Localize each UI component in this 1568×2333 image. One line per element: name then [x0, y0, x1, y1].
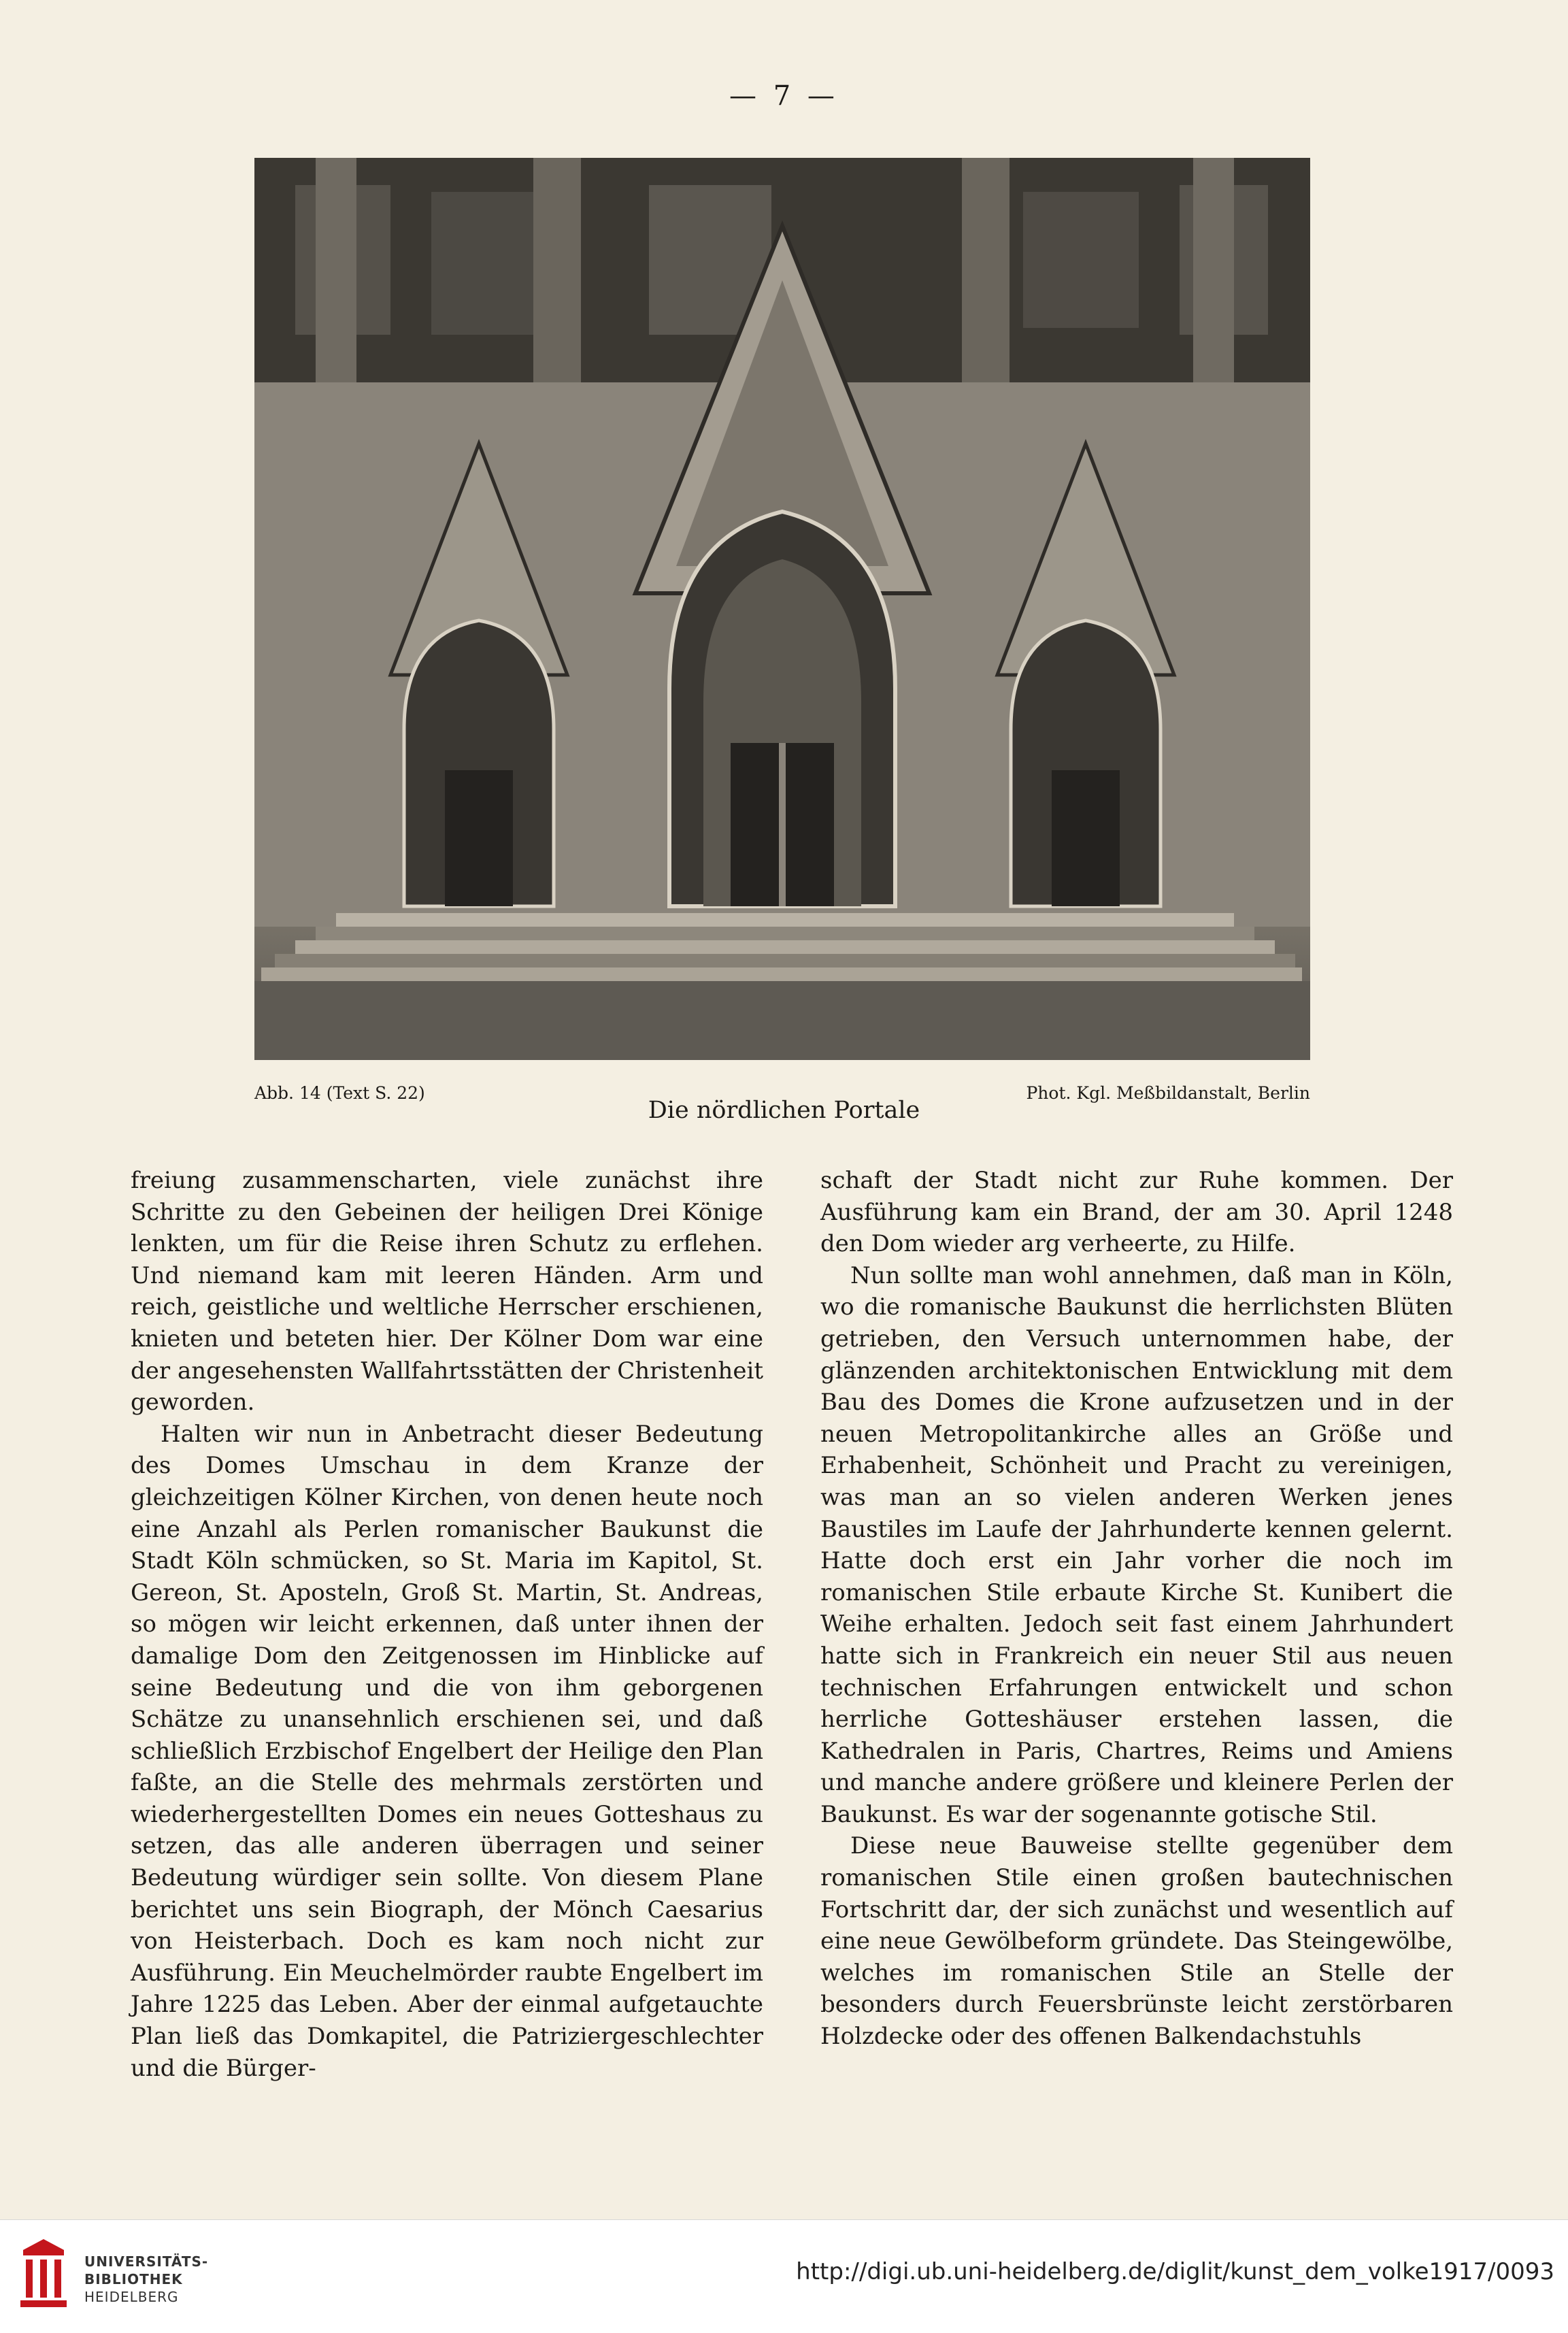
north-portals-illustration	[254, 158, 1310, 1060]
library-logo-icon[interactable]	[16, 2236, 71, 2315]
figure-label: Abb. 14 (Text S. 22)	[254, 1083, 425, 1103]
library-footer	[0, 2219, 1568, 2333]
figure-title: Die nördlichen Portale	[648, 1097, 920, 1124]
photo-credit: Phot. Kgl. Meßbildanstalt, Berlin	[1026, 1083, 1310, 1103]
paragraph: Nun sollte man wohl annehmen, daß man in Köln, wo die romanische Baukunst die herrlichsten Blüten getrieben, den Versuch unternommen habe, der glänzenden architektonischen Entwicklung mit dem Bau des Domes die Krone aufzusetzen und in der neuen Metropolitankirche alles an Größe und Erhabenheit, Schönheit und Pracht zu vereinigen, was man an so vielen anderen Werken jenes Baustiles im Laufe der Jahrhunderte kennen gelernt. Hatte doch erst ein Jahr vorher die noch im romanischen Stile erbaute Kirche St. Kunibert die Weihe erhalten. Jedoch seit fast einem Jahrhundert hatte sich in Frankreich ein neuer Stil aus neuen technischen Erfahrungen entwickelt und schon herrliche Gotteshäuser erstehen lassen, die Kathedralen in Paris, Chartres, Reims und Amiens und manche andere größere und kleinere Perlen der Baukunst. Es war der sogenannte gotische Stil.	[820, 1261, 1453, 1828]
library-name-line: BIBLIOTHEK	[84, 2271, 183, 2287]
text-column-right	[820, 1165, 1453, 2053]
text-column-left	[131, 1165, 763, 2084]
paragraph: schaft der Stadt nicht zur Ruhe kommen. Der Ausführung kam ein Brand, der am 30. April 1248 den Dom wieder arg verheerte, zu Hilfe.	[820, 1167, 1453, 1258]
paragraph: freiung zusammenscharten, viele zunächst ihre Schritte zu den Gebeinen der heiligen Drei Könige lenkten, um für die Reise ihren Schutz zu erflehen. Und niemand kam mit leeren Händen. Arm und reich, geistliche und weltliche Herrscher erschienen, knieten und beteten hier. Der Kölner Dom war eine der angesehensten Wallfahrtsstätten der Christenheit geworden.	[131, 1167, 763, 1417]
page-number: — 7 —	[729, 80, 839, 112]
library-name-line: UNIVERSITÄTS-	[84, 2253, 209, 2270]
library-name[interactable]	[84, 2253, 208, 2306]
permalink-url[interactable]: http://digi.ub.uni-heidelberg.de/diglit/kunst_dem_volke1917/0093	[796, 2258, 1554, 2285]
library-name-line: HEIDELBERG	[84, 2289, 179, 2305]
paragraph: Halten wir nun in Anbetracht dieser Bedeutung des Domes Umschau in dem Kranze der gleichzeitigen Kölner Kirchen, von denen heute noch eine Anzahl als Perlen romanischer Baukunst die Stadt Köln schmücken, so St. Maria im Kapitol, St. Gereon, St. Aposteln, Groß St. Martin, St. Andreas, so mögen wir leicht erkennen, daß unter ihnen der damalige Dom den Zeitgenossen im Hinblicke auf seine Bedeutung und die von ihm geborgenen Schätze zu unansehnlich erschienen sei, und daß schließlich Erzbischof Engelbert der Heilige den Plan faßte, an die Stelle des mehrmals zerstörten und wiederhergestellten Domes ein neues Gotteshaus zu setzen, das alle anderen überragen und seiner Bedeutung würdiger sein sollte. Von diesem Plane berichtet uns sein Biograph, der Mönch Caesarius von Heisterbach. Doch es kam noch nicht zur Ausführung. Ein Meuchelmörder raubte Engelbert im Jahre 1225 das Leben. Aber der einmal aufgetauchte Plan ließ das Domkapitel, die Patriziergeschlechter und die Bürger-	[131, 1420, 763, 2082]
cathedral-photo	[254, 158, 1310, 1060]
paragraph: Diese neue Bauweise stellte gegenüber dem romanischen Stile einen großen bautechnischen Fortschritt dar, der sich zunächst und wesentlich auf eine neue Gewölbeform gründete. Das Steingewölbe, welches im romanischen Stile an Stelle der besonders durch Feuersbrünste leicht zerstörbaren Holzdecke oder des offenen Balkendachstuhls	[820, 1832, 1453, 2051]
